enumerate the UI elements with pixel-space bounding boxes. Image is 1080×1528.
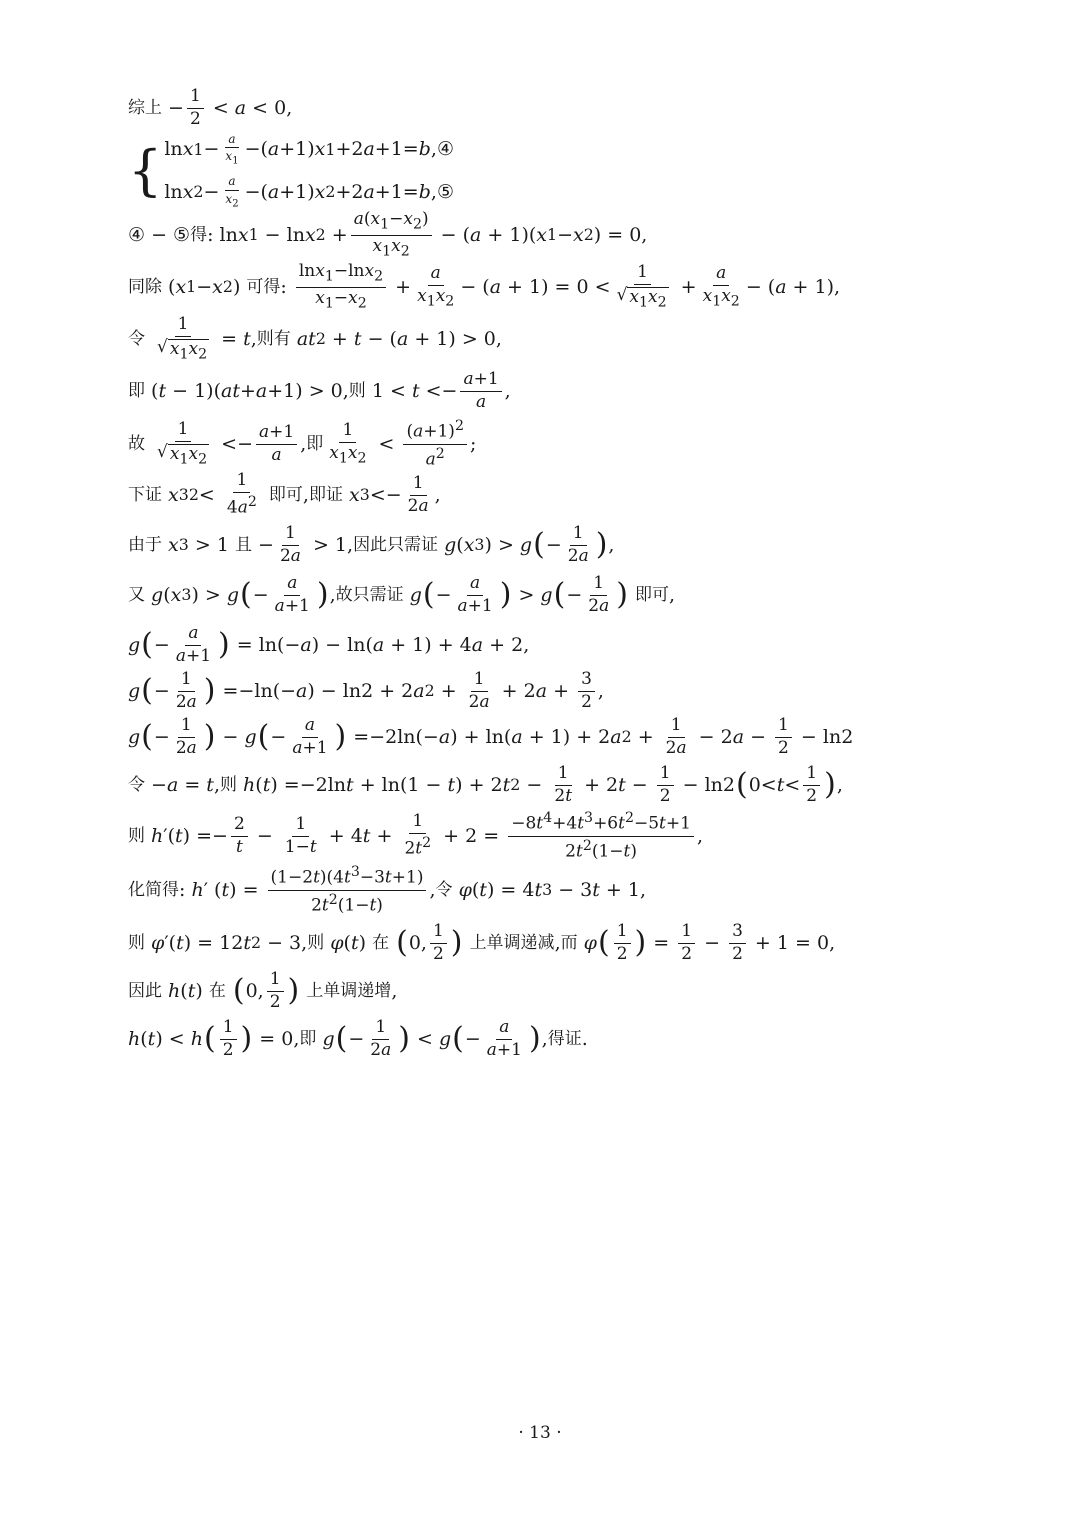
- solution-line: h ( t ) < h ( $\frac{1}{2}$ ) = 0, 即 g ( − $\frac{1}{2a}$ ) < g ( − $\frac{a}{a+1}$ ) , 得证 .: [128, 1016, 588, 1060]
- solution-line: ④ − ⑤ 得 : ln x 1 − ln x 2 + $\frac{a(x_1-x_2)}{x_1x_2}$ − ( a + 1)( x 1 − x 2 ) = 0,: [128, 209, 648, 259]
- solution-line: 令 1 √ $x_1x_2$ = t , 则有 at 2 + t − ( a + 1) > 0,: [128, 313, 502, 363]
- solution-line: 令 − a = t , 则 h ( t ) =−2ln t + ln(1 − t ) + 2 t 2 − $\frac{1}{2t}$ + 2 t − $\frac{1}{2}$ − ln2 ( 0< t < $\frac{1}{2}$ ) ,: [128, 762, 843, 806]
- solution-line: g ( − $\frac{1}{2a}$ ) =−ln(− a ) − ln2 + 2 a 2 + $\frac{1}{2a}$ + 2 a + $\frac{3}{2}$ ,: [128, 668, 604, 712]
- solution-line: 综上 − $\frac{1}{2}$ < a < 0,: [128, 85, 293, 129]
- page-number: · 13 ·: [518, 1423, 562, 1443]
- solution-line: 因此 h ( t ) 在 ( 0, $\frac{1}{2}$ ) 上单调递增 ,: [128, 968, 398, 1012]
- solution-line: 下证 x 3 2 < $\frac{1}{4a^2}$ 即可 , 即证 x 3 <− $\frac{1}{2a}$ ,: [128, 470, 441, 518]
- solution-line: 又 g ( x 3 ) > g ( − $\frac{a}{a+1}$ ) , 故只需证 g ( − $\frac{a}{a+1}$ ) > g ( − $\frac{1}{2a}$ ) 即可 ,: [128, 572, 676, 616]
- solution-line: g ( − $\frac{a}{a+1}$ ) = ln(− a ) − ln( a + 1) + 4 a + 2,: [128, 622, 530, 666]
- equation-system: { ln x 1 − $\frac{a}{x_1}$ −( a +1) x 1 +2 a +1= b ,④ ln x 2 − $\frac{a}{x_2}$ −( a +1) x 2 +2 a +1= b ,⑤: [128, 131, 454, 209]
- solution-line: 则 φ ′( t ) = 12 t 2 − 3, 则 φ ( t ) 在 ( 0, $\frac{1}{2}$ ) 上单调递减 , 而 φ ( $\frac{1}{2}$ ) = $\frac{1}{2}$ − $\frac{3}{2}$ + 1 = 0,: [128, 920, 836, 964]
- solution-line: 则 h ′( t ) =− $\frac{2}{t}$ − $\frac{1}{1-t}$ + 4 t + $\frac{1}{2t^2}$ + 2 = $\frac{-8t^4+4t^3+6t^2-5t+1}{2t^2(1-t)}$ ,: [128, 810, 703, 862]
- solution-line: 化简得 : h ′ ( t ) = $\frac{(1-2t)(4t^3-3t+1)}{2t^2(1-t)}$ , 令 φ ( t ) = 4 t 3 − 3 t + 1,: [128, 864, 647, 916]
- solution-line: 故 1 √ $x_1x_2$ <− $\frac{a+1}{a}$ , 即 $\frac{1}{x_1x_2}$ < $\frac{(a+1)^2}{a^2}$ ;: [128, 418, 477, 470]
- solution-line: 同除 ( x 1 − x 2 ) 可得 : $\frac{\ln x_1-\ln x_2}{x_1-x_2}$ + $\frac{a}{x_1x_2}$ − ( a + 1) = 0 < 1 √ $x_1x_2$ + $\frac{a}{x_1x_2}$ − ( a + 1),: [128, 261, 841, 311]
- solution-line: 即 ( t − 1)( at + a +1) > 0, 则 1 < t <− $\frac{a+1}{a}$ ,: [128, 368, 511, 412]
- solution-line: g ( − $\frac{1}{2a}$ ) − g ( − $\frac{a}{a+1}$ ) =−2ln(− a ) + ln( a + 1) + 2 a 2 + $\frac{1}{2a}$ − 2 a − $\frac{1}{2}$ − ln2: [128, 714, 854, 758]
- solution-line: 由于 x 3 > 1 且 − $\frac{1}{2a}$ > 1, 因此只需证 g ( x 3 ) > g ( − $\frac{1}{2a}$ ) ,: [128, 522, 615, 566]
